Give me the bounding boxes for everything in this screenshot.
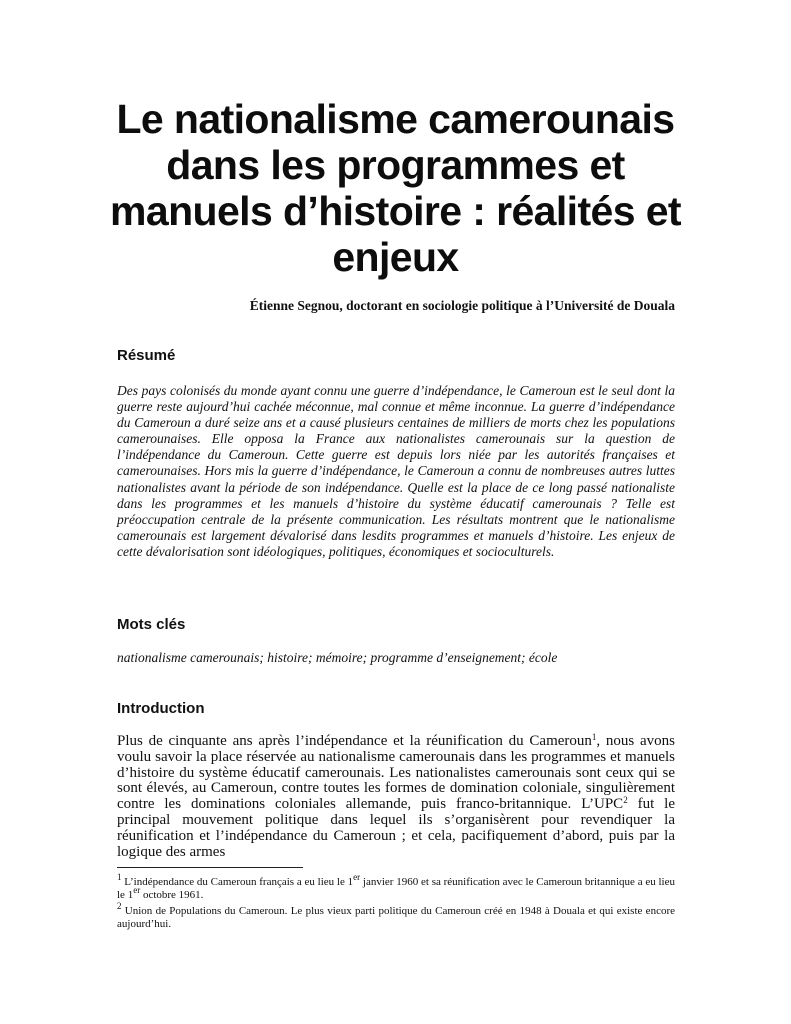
footnote-1-text-a: L’indépendance du Cameroun français a eu lieu le 1 xyxy=(121,876,354,888)
footnote-1-sup-b: er xyxy=(133,885,141,896)
abstract-heading: Résumé xyxy=(117,347,176,364)
paper-title: Le nationalisme camerounais dans les programmes et manuels d’histoire : réalités et enjeux xyxy=(110,96,681,280)
keywords-text: nationalisme camerounais; histoire; mémoire; programme d’enseignement; école xyxy=(117,650,558,665)
footnote-2-number: 2 xyxy=(117,901,122,911)
footnote-1-text-b: janvier 1960 et sa réunification avec le Cameroun britannique a eu lieu le 1 xyxy=(117,876,675,902)
introduction-text-part2: , nous avons voulu savoir la place réservée au nationalisme camerounais dans les programmes et manuels d’histoire du système éducatif camerounais. Les nationalistes camerounais sont ceux qui se sont élevés, au Cameroun, contre toutes les formes de domination coloniale, singulièrement contre les dominations coloniales allemande, puis franco-britannique. L’UPC xyxy=(117,733,675,813)
keywords-heading: Mots clés xyxy=(117,616,186,633)
footnote-1-sup-a: er xyxy=(353,872,361,882)
introduction-heading: Introduction xyxy=(117,700,205,717)
introduction-text-part3: fut le principal mouvement politique dans lequel ils s’organisèrent pour revendiquer la réunification et l’indépendance du Cameroun ; et cela, pacifiquement d’abord, puis par la logique des armes xyxy=(117,796,675,860)
footnote-ref-1[interactable]: 1 xyxy=(591,732,597,742)
footnote-ref-2[interactable]: 2 xyxy=(623,795,628,806)
footnote-1 xyxy=(117,872,675,903)
footnote-2-text: Union de Populations du Cameroun. Le plus vieux parti politique du Cameroun créé en 1948 à Douala et qui existe encore aujourd’hui. xyxy=(117,905,675,931)
footnote-separator xyxy=(117,867,303,868)
author-line: Étienne Segnou, doctorant en sociologie politique à l’Université de Douala xyxy=(249,298,675,313)
abstract-text: Des pays colonisés du monde ayant connu une guerre d’indépendance, le Cameroun est le seul dont la guerre reste aujourd’hui cachée méconnue, mal connue et même inconnue. La guerre d’indépendance du Cameroun a duré seize ans et a causé plusieurs centaines de milliers de morts chez les populations camerounaises. Elle opposa la France aux nationalistes camerounais sur la question de l’indépendance du Cameroun. Cette guerre est depuis lors niée par les autorités françaises et camerounaises. Hors mis la guerre d’indépendance, le Cameroun a connu de nombreuses autres luttes nationalistes avant la période de son indépendance. Quelle est la place de ce long passé nationaliste dans les programmes et les manuels d’histoire du système éducatif camerounais ? Telle est préoccupation centrale de la présente communication. Les résultats montrent que le nationalisme camerounais est largement dévalorisé dans lesdits programmes et manuels d’histoire. Les enjeux de cette dévalorisation sont idéologiques, politiques, économiques et socioculturels. xyxy=(117,383,675,559)
introduction-text-part1: Plus de cinquante ans après l’indépendance et la réunification du Cameroun xyxy=(117,733,592,749)
footnote-1-text-c: octobre 1961. xyxy=(140,889,204,902)
footnote-1-number: 1 xyxy=(117,872,122,882)
introduction-paragraph xyxy=(117,734,675,860)
footnote-2 xyxy=(117,901,675,932)
